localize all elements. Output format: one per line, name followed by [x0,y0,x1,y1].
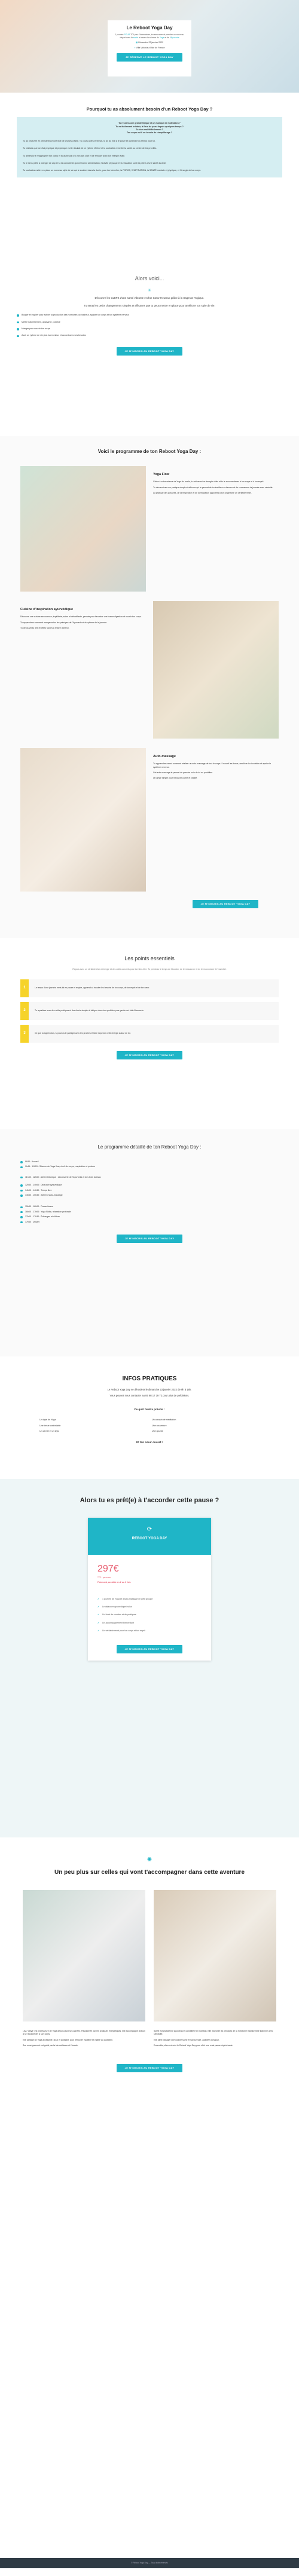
cuisine-text: Tu découvriras des recettes faciles à refaire chez toi. [20,626,69,629]
why-question: Ton corps est il en besoin de réequilibrage ? [126,131,173,134]
massage-title: Auto-massage [153,755,176,758]
point-row [20,1025,279,1043]
why-section [0,93,299,275]
flow-text: La pratique des postures, de la respiration et de la relaxation apportera à ton organisme un véritable reset. [153,491,252,494]
pricing-section [0,1479,299,1837]
cuisine-text: Tu apprendras comment manger selon les principes de l'Ayurveda et du rythme de la journée. [20,621,108,624]
cuisine-text: Découvre une cuisine savoureuse, équilibrée, saine et détoxifiante, pensée pour favoriser une bonne digestion et nourrir ton corps. [20,615,142,618]
refresh-icon: ⟳ [147,1526,152,1533]
bring-item: Un carnet et un stylo [39,1430,59,1433]
flow-text: Grâce à notre séance de Yoga du matin, tu activeras ton énergie vitale et tu te reconnecteras à ton corps et à ton esprit. [153,480,264,483]
bring-title: Ce qu'il faudra prévoir : [134,1407,165,1411]
pricing-cta-button[interactable]: JE M'INSCRIS AU REBOOT YOGA DAY [117,1645,182,1653]
list-item: Avoir un rythme de vie plus harmonieux et accord avec ses besoins [17,334,282,337]
location-icon: ⌖ [134,46,136,49]
feature-item: ✓ Un livret de recettes et de pratiques [97,1613,202,1616]
why-paragraph: Tu te sens prête à changer de cap et tu es consciente qu'une bonne alimentation, l'activité physique et la relaxation sont les piliers d'une santé durable. [23,161,167,164]
bio-text: Sylvie est praticienne Ayurveda et conseillère en nutrition. Elle transmet les principes de la médecine traditionnelle indienne avec simplicité. [154,2030,273,2036]
point-text: Ce que tu apprendras, tu pourras le partager avec tes proches et faire rayonner cette énergie autour de toi. [29,1025,279,1043]
schedule-item: 17h00 - 17h30 : Échanges et clôture [20,1215,279,1218]
pricing-card-header [88,1518,211,1555]
bio-text: Son enseignement est guidé par la bienveillance et l'écoute. [23,2044,79,2047]
program-cta-button[interactable]: JE M'INSCRIS AU REBOOT YOGA DAY [193,900,258,908]
pricing-card-title: REBOOT YOGA DAY [132,1536,167,1540]
intro-heading: Alors voici... [135,275,164,281]
yoga-image [20,466,146,592]
feature-item: ✓ Un accompagnement bienveillant [97,1622,202,1625]
feature-item: ✓ Le déjeuner ayurvédique inclus [97,1606,202,1609]
why-box [17,117,282,177]
why-question: Tu es facilement irritable, à fleur de peau depuis quelques temps ? [115,125,184,128]
points-heading: Les points essentiels [124,955,175,961]
why-heading: Pourquoi tu as absolument besoin d'un Reboot Yoga Day ? [86,106,213,112]
program-heading: Voici le programme de ton Reboot Yoga Day : [97,449,202,454]
schedule-item: 15h30 - 16h00 : Pause tisane [20,1205,279,1208]
about-heading: Un peu plus sur celles qui vont t'accompagner dans cette aventure [54,1869,245,1876]
price-value: 297€ [97,1563,119,1574]
point-number: 1 [20,979,29,997]
schedule-item: 17h30 : Départ [20,1221,279,1224]
why-paragraph: Tu réalises que ton état physique et psychique est le résultat de ce rythme effréné et tu souhaites remettre ta santé au centre de tes priorités. [23,147,157,150]
cuisine-image [153,601,279,739]
teacher-bio [154,2030,276,2050]
cuisine-block [20,601,146,739]
bio-text: Ensemble, elles ont créé le Reboot Yoga Day pour offrir une vraie pause régénérante. [154,2044,233,2047]
point-text: Le temps d'une journée, mets-toi en pause et respire, apprends à écouter les besoins de ton corps, de ton esprit et de ton cœur. [29,979,279,997]
feature-item: ✓ Un véritable reset pour ton corps et ton esprit [97,1629,202,1632]
intro-list [17,314,282,338]
bio-text: Elle aime partager une cuisine saine et savoureuse, adaptée à chacun. [154,2038,220,2041]
hero-place: ⌖ Villa Victoria à l'Isle de France [134,46,165,49]
why-paragraph: Tu souhaites mettre en place un nouveau style de vie qui te soutient dans la durée, pour ton bien-être, la FORCE, l'INSPIRATION, la SANTÉ mentale et physique, et l'énergie de ton corps. [23,169,202,172]
bring-item: Une gourde [152,1430,163,1433]
flow-title: Yoga Flow [153,473,170,476]
about-cta-button[interactable]: JE M'INSCRIS AU REBOOT YOGA DAY [117,2064,182,2072]
hero-section [0,0,299,93]
bring-item: Un coussin de méditation [152,1419,176,1422]
feature-item: ✓ 1 journée de Yoga et d'auto-massage en petit groupe [97,1598,202,1601]
massage-text: Un geste simple pour retrouver calme et vitalité. [153,777,198,779]
info-line: Le Reboot Yoga Day se déroulera le dimanche 23 janvier 2022 de 9h à 18h. [107,1388,192,1391]
point-number: 3 [20,1025,29,1043]
program-section [0,436,299,938]
pricing-heading: Alors tu es prêt(e) à t'accorder cette pause ? [80,1497,219,1504]
schedule-item: 14h00 - 14h30 : Temps libre [20,1189,279,1192]
massage-text: Cet auto-massage te permet de prendre soin de toi au quotidien. [153,771,213,774]
bring-item: Un tapis de Yoga [39,1419,56,1422]
intro-text: Découvre les CLEFS d'une santé vibrante et d'un Cœur Heureux grâce à la Sagesse Yogique. [94,296,205,299]
price-sub: Paiement possible en 2 ou 3 fois [97,1581,131,1584]
info-end: Et ton cœur ouvert ! [136,1440,163,1444]
hero-date: ▦ Dimanche 23 janvier 2022 [135,41,164,44]
why-question: Tu dors mal/difficilement ? [136,128,163,131]
massage-text: Tu apprendras aussi comment réaliser un auto-massage de tout le corps. Il nourrit les tissus, améliore la circulation et apaise le système nerveux. [153,762,271,768]
list-item: Mettre naturellement, apaisante, positive [17,321,282,324]
point-row [20,1002,279,1020]
teacher-photo [154,1890,276,2021]
hero-title: Le Reboot Yoga Day [126,25,173,30]
info-line: Vous pouvez nous contacter au 06 98 17 39 72 pour plus de précisions. [109,1394,190,1398]
cuisine-title: Cuisine d'inspiration ayurvédique [20,608,74,611]
info-heading: INFOS PRATIQUES [122,1376,177,1382]
flow-block [153,466,279,592]
massage-image [20,748,146,892]
why-paragraph: Tu aimerais te réapproprier ton corps et tu as besoin d'y voir plus clair et de renouer avec ton énergie vitale. [23,154,126,157]
lotus-icon: ✺ [147,1857,152,1863]
intro-text: Tu seras les petits changements simples et efficaces que tu peux mettre en place pour améliorer ton style de vie. [84,304,215,307]
schedule-item: 9h30 : Accueil [20,1160,279,1163]
massage-block [153,748,279,892]
point-row [20,979,279,997]
footer [0,2558,299,2568]
intro-section [0,275,299,436]
list-item: Bouger et inspirer pour activer la production des hormones du bonheur, apaiser ton corps et ton système nerveux [17,314,282,317]
why-question: Tu ressens une grande fatigue et un manque de motivation ? [118,122,181,125]
schedule-item: 9h45 - 11h15 : Séance de Yoga flow, éveil du corps, respiration et posture [20,1165,279,1168]
point-number: 2 [20,1002,29,1020]
bring-item: Une couverture [152,1424,167,1427]
schedule-section [0,1129,299,1356]
flow-text: Tu découvriras une pratique simple et efficace qui te permet de te réveiller en douceur et de commencer ta journée avec sérénité. [153,486,273,489]
info-section [0,1356,299,1479]
intro-cta-button[interactable]: JE M'INSCRIS AU REBOOT YOGA DAY [117,347,182,356]
schedule-item: 14h30 - 15h30 : Atelier d'auto-massage [20,1194,279,1197]
why-paragraph: Tu as peut-être en permanence une liste de choses à faire. Tu cours après le temps, tu as du mal à te poser et à prendre du temps pour toi. [23,139,156,142]
hero-card [108,20,191,76]
sun-icon: ☀ [147,288,152,293]
schedule-item: 12h30 - 14h00 : Déjeuner ayurvédique [20,1184,279,1187]
about-section [0,1837,299,2558]
points-cta-button[interactable]: JE M'INSCRIS AU REBOOT YOGA DAY [117,1051,182,1059]
schedule-list [20,1160,279,1224]
schedule-item: 11h30 - 12h30 : Atelier théorique : découverte de l'Ayurveda et des trois doshas [20,1176,279,1179]
feature-list [97,1598,202,1633]
teacher-photo [23,1890,145,2021]
schedule-cta-button[interactable]: JE M'INSCRIS AU REBOOT YOGA DAY [117,1235,182,1243]
bio-text: Elle partage un Yoga accessible, doux et puissant, pour retrouver équilibre et vitalité au quotidien. [23,2038,113,2041]
hero-cta-button[interactable]: JE RÉSERVE LE REBOOT YOGA DAY [117,53,182,62]
hero-subtitle: 1 journée POUR TOI pour t'harmoniser, te ressourcer et prendre un nouveau départ avec la santé à travers la science du Yoga et de l'Ayurveda [115,33,184,39]
point-text: Tu repartiras avec des outils pratiques et des rituels simples à intégrer dans ton quotidien pour garder cet état d'harmonie. [29,1002,279,1020]
bring-item: Une tenue confortable [39,1424,61,1427]
pricing-card [88,1518,211,1661]
footer-text: © Reboot Yoga Day — Tous droits réservés [131,2562,168,2564]
list-item: Manger pour nourrir ton corps [17,327,282,330]
points-intro: Repars avec un véritable élan d'énergie et des outils concrets pour ton bien-être. Tu prendras le temps de t'écouter, de te ressourcer et de te reconnecter à l'essentiel. [72,967,227,970]
schedule-heading: Le programme détaillé de ton Reboot Yoga Day : [97,1144,202,1150]
points-section [0,938,299,1129]
teacher-bio [23,2030,145,2050]
schedule-item: 16h00 - 17h00 : Yoga Nidra, relaxation profonde [20,1211,279,1214]
bio-text: Lisa "Vidya" est professeure de Yoga depuis plusieurs années. Passionnée par les pratiques énergétiques, elle accompagne chacun à se reconnecter à son corps. [23,2030,145,2036]
price-note: TTC / personne [97,1576,111,1579]
calendar-icon: ▦ [135,41,139,44]
bring-list [20,1419,279,1435]
